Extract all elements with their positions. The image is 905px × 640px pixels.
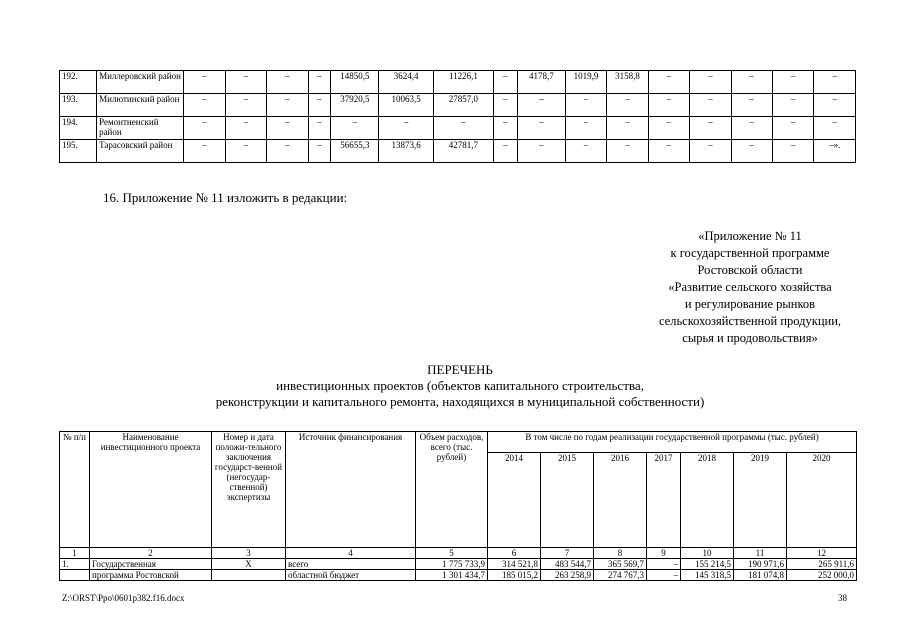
table-cell: – [493,117,517,140]
column-index: 2 [90,548,212,559]
table-cell: – [267,71,308,94]
table-cell: – [331,117,379,140]
table-cell: – [184,140,225,163]
header-num: № п/п [60,432,90,548]
header-name: Наименование инвестиционного проекта [90,432,212,548]
value-cell: 181 074,8 [734,570,787,581]
table-cell: – [772,94,813,117]
table-cell: 10063,5 [379,94,434,117]
table-cell: – [690,117,731,140]
value-cell: 265 911,6 [787,559,857,570]
table-cell: – [184,71,225,94]
table-cell: – [772,140,813,163]
table-cell: – [690,140,731,163]
table-cell: 27857,0 [433,94,493,117]
table-cell: – [814,117,856,140]
district-name: Миллеровский район [97,71,184,94]
column-index: 6 [488,548,541,559]
project-name: Государственная [90,559,212,570]
column-index: 5 [416,548,488,559]
list-title-line2: реконструкции и капитального ремонта, находящихся в муниципальной собственности) [215,394,705,409]
appendix-heading [630,228,870,347]
table-cell: – [493,94,517,117]
top-table [59,70,856,163]
table-cell: – [379,117,434,140]
paragraph-16: 16. Приложение № 11 изложить в редакции: [103,190,348,205]
column-index: 10 [681,548,734,559]
table-cell: – [184,117,225,140]
table-cell: – [267,94,308,117]
table-cell: 42781,7 [433,140,493,163]
table-cell: – [267,117,308,140]
district-name: Тарасовский район [97,140,184,163]
table-cell: – [308,117,331,140]
value-cell: 314 521,8 [488,559,541,570]
header-year: 2017 [647,453,681,548]
table-cell: – [308,94,331,117]
row-number: 195. [60,140,97,163]
district-name: Милютинский район [97,94,184,117]
row-number: 194. [60,117,97,140]
header-expertise: Номер и дата положи-тельного заключения государст-венной (негосудар-ственной) экспертизы [212,432,286,548]
value-cell: 155 214,5 [681,559,734,570]
appendix-line: сельскохозяйственной продукции, [658,314,842,328]
appendix-line: к государственной программе [670,246,830,260]
column-index: 7 [541,548,594,559]
column-index: 12 [787,548,857,559]
table-cell: – [184,94,225,117]
value-cell: 252 000,0 [787,570,857,581]
table-row [60,71,856,94]
table-cell: – [565,94,606,117]
appendix-line: сырья и продовольствия» [682,331,818,345]
table-cell: – [772,71,813,94]
value-cell: 1 301 434,7 [416,570,488,581]
district-name: Ремонтненский район [97,117,184,140]
index-row [60,548,857,559]
row-number: 193. [60,94,97,117]
value-cell: – [647,559,681,570]
appendix-line: и регулирование рынков [684,297,816,311]
table-row [60,559,857,570]
table-cell: – [731,71,772,94]
header-year: 2015 [541,453,594,548]
table-cell: – [225,71,266,94]
table-cell: – [565,140,606,163]
table-cell: – [772,117,813,140]
table-cell: – [690,71,731,94]
project-name: программа Ростовской [90,570,212,581]
table-cell: 14850,5 [331,71,379,94]
table-cell: – [731,94,772,117]
footer-page-number: 38 [838,593,847,603]
table-row [60,570,857,581]
table-cell: – [607,94,648,117]
appendix-line: «Развитие сельского хозяйства [668,280,832,294]
list-title-heading: ПЕРЕЧЕНЬ [427,362,493,377]
table-cell: – [607,117,648,140]
table-cell: 3158,8 [607,71,648,94]
value-cell: 190 971,6 [734,559,787,570]
value-cell: 365 569,7 [594,559,647,570]
table-row [60,140,856,163]
table-cell: – [517,140,565,163]
list-title [150,362,770,410]
column-index: 9 [647,548,681,559]
column-index: 1 [60,548,90,559]
value-cell: – [647,570,681,581]
funding-source: всего [286,559,416,570]
row-number: 192. [60,71,97,94]
header-year: 2016 [594,453,647,548]
column-index: 8 [594,548,647,559]
table-cell: – [648,140,689,163]
footer-file-path: Z:\ORST\Ppo\0601p382.f16.docx [62,593,185,603]
table-row [60,117,856,140]
table-cell: – [493,140,517,163]
table-cell: – [731,117,772,140]
table-cell: 13873,6 [379,140,434,163]
header-year: 2019 [734,453,787,548]
table-row [60,94,856,117]
table-cell: 4178,7 [517,71,565,94]
table-cell: – [607,140,648,163]
appendix-line: Ростовской области [697,263,803,277]
table-cell: 56655,3 [331,140,379,163]
list-title-line1: инвестиционных проектов (объектов капитального строительства, [276,378,644,393]
appendix-line: «Приложение № 11 [698,229,802,243]
table-cell: 1019,9 [565,71,606,94]
table-cell: – [648,71,689,94]
table-cell: – [308,140,331,163]
table-cell: – [225,94,266,117]
table-cell: –». [814,140,856,163]
header-year: 2018 [681,453,734,548]
expertise-cell [212,570,286,581]
table-cell: – [267,140,308,163]
column-index: 11 [734,548,787,559]
value-cell: 185 015,2 [488,570,541,581]
value-cell: 263 258,9 [541,570,594,581]
value-cell: 274 767,3 [594,570,647,581]
table-cell: – [225,140,266,163]
table-cell: – [648,94,689,117]
table-cell: – [225,117,266,140]
investment-projects-table [59,431,857,581]
expertise-cell: Х [212,559,286,570]
header-source: Источник финансирования [286,432,416,548]
table-cell: – [517,117,565,140]
column-index: 3 [212,548,286,559]
table-cell: – [565,117,606,140]
value-cell: 1 775 733,9 [416,559,488,570]
value-cell: 145 318,5 [681,570,734,581]
header-row-1 [60,432,857,453]
table-cell: – [433,117,493,140]
header-volume: Объем расходов, всего (тыс. рублей) [416,432,488,548]
column-index: 4 [286,548,416,559]
value-cell: 483 544,7 [541,559,594,570]
funding-source: областной бюджет [286,570,416,581]
table-cell: 11226,1 [433,71,493,94]
row-number [60,570,90,581]
table-cell: – [493,71,517,94]
table-cell: – [308,71,331,94]
table-cell: – [814,94,856,117]
table-cell: – [517,94,565,117]
header-year: 2014 [488,453,541,548]
table-cell: 3624,4 [379,71,434,94]
table-cell: – [648,117,689,140]
table-cell: – [814,71,856,94]
table-cell: 37920,5 [331,94,379,117]
row-number: 1. [60,559,90,570]
table-cell: – [731,140,772,163]
header-year: 2020 [787,453,857,548]
table-cell: – [690,94,731,117]
header-years-group: В том числе по годам реализации государственной программы (тыс. рублей) [488,432,857,453]
